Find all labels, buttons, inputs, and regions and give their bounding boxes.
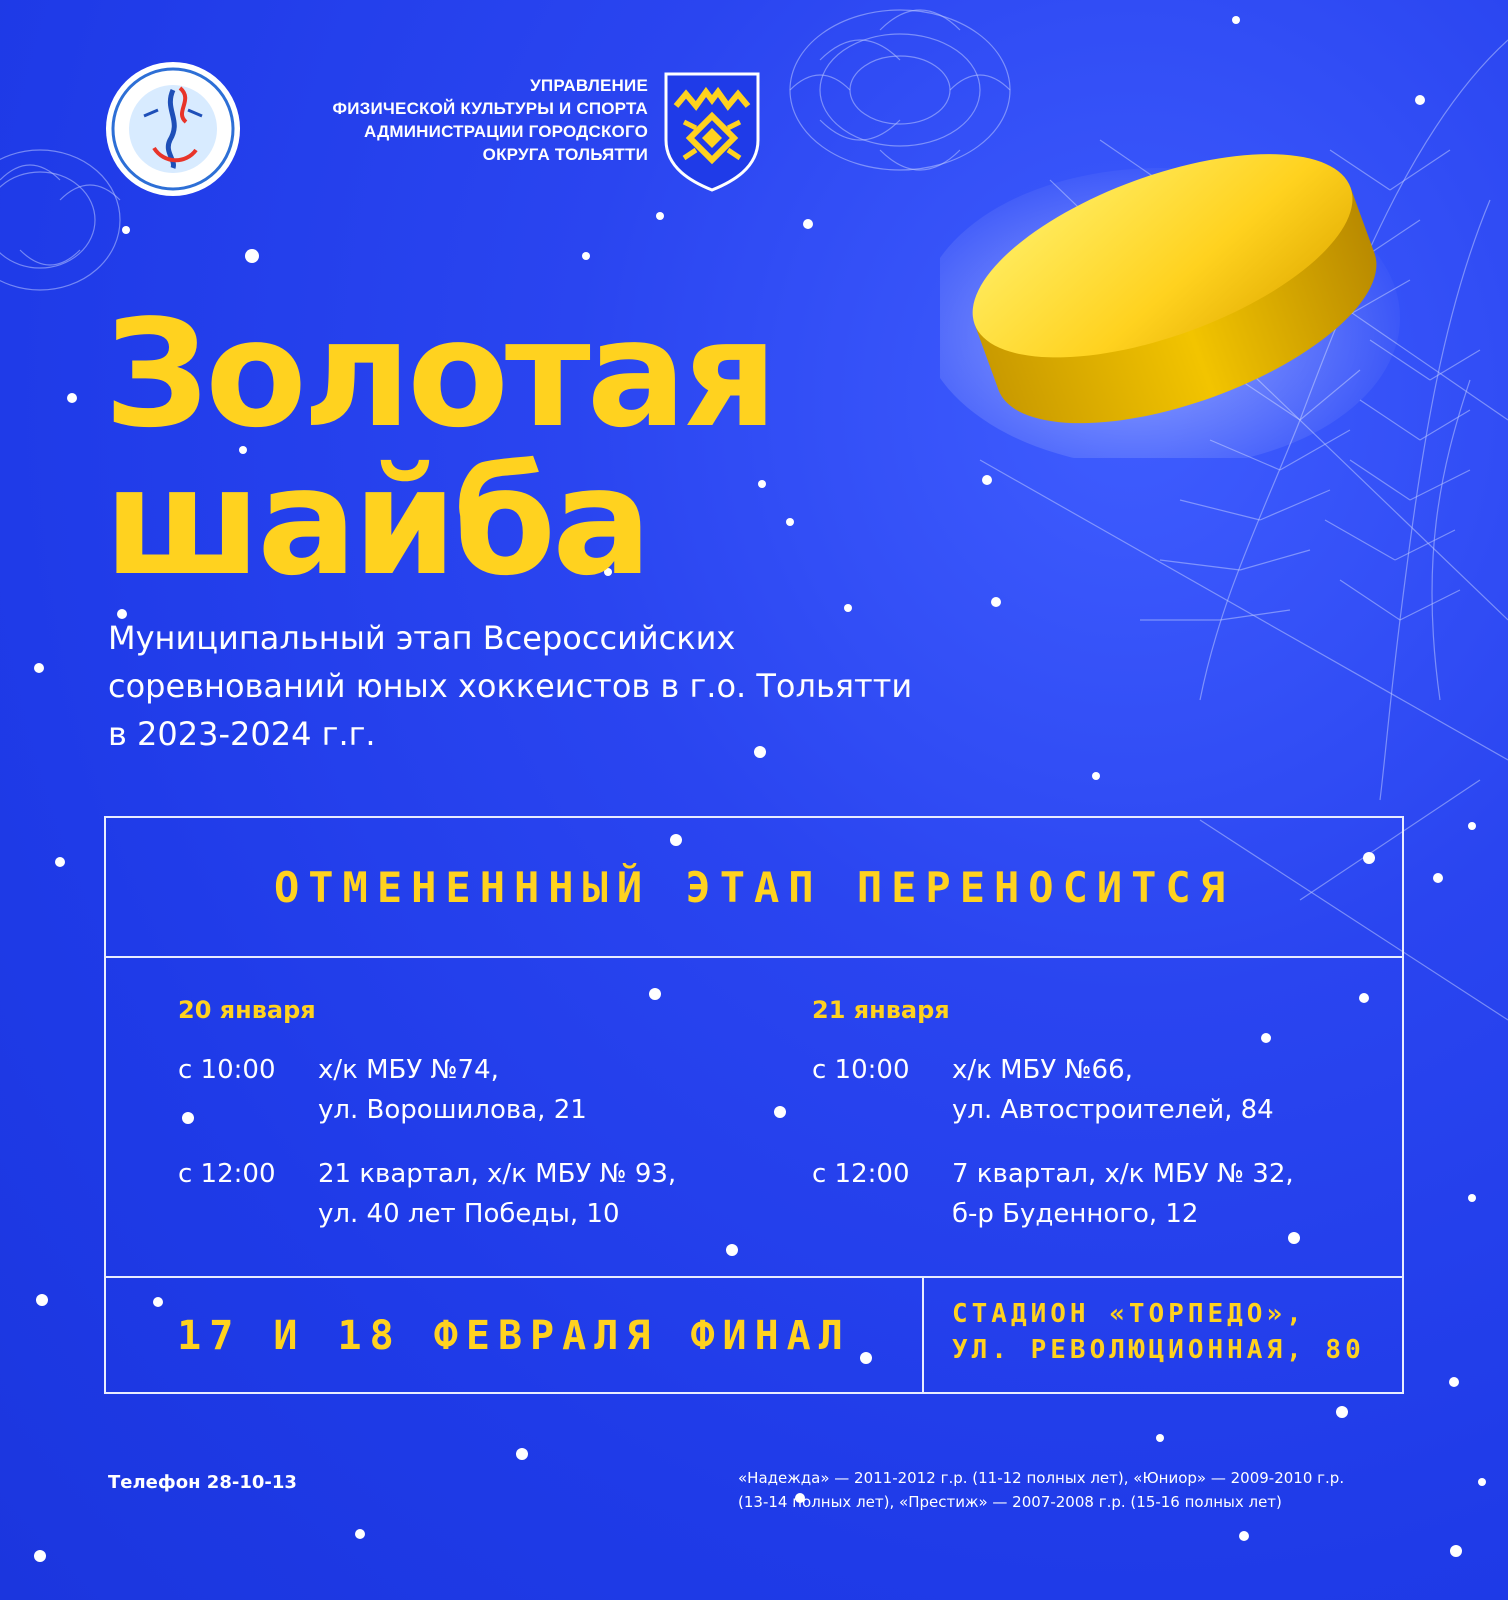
schedule-slot [812,1154,1372,1234]
slot-place [318,1154,676,1234]
place-line: х/к МБУ №66, [952,1055,1133,1085]
title-line: Золотая [104,288,774,460]
place-line: 7 квартал, х/к МБУ № 32, [952,1159,1294,1189]
schedule-slot [812,1050,1372,1130]
day-date: 21 января [812,996,950,1024]
admin-line: АДМИНИСТРАЦИИ ГОРОДСКОГО [363,122,648,141]
final-dates: 17 И 18 ФЕВРАЛЯ ФИНАЛ [177,1313,851,1359]
contact-phone: Телефон 28-10-13 [108,1472,297,1493]
slot-time: с 10:00 [812,1055,910,1085]
subtitle-line: соревнований юных хоккеистов в г.о. Тольятти [108,667,913,705]
slot-place [952,1154,1294,1234]
place-line: х/к МБУ №74, [318,1055,499,1085]
note-line: «Надежда» — 2011-2012 г.р. (11-12 полных лет), «Юниор» — 2009-2010 г.р. [738,1469,1345,1487]
schedule-slot [178,1050,738,1130]
divider [922,1276,924,1394]
place-line: ул. Ворошилова, 21 [318,1095,587,1125]
title-line: шайба [104,436,648,608]
subtitle-line: в 2023-2024 г.г. [108,715,376,753]
day-column [812,996,1372,1258]
city-crest [662,70,762,192]
divider [106,956,1402,958]
schedule-slot [178,1154,738,1234]
admin-line: УПРАВЛЕНИЕ [530,76,648,95]
event-subtitle [108,614,912,758]
place-line: 21 квартал, х/к МБУ № 93, [318,1159,677,1189]
place-line: ул. Автостроителей, 84 [952,1095,1274,1125]
venue-line: УЛ. РЕВОЛЮЦИОННАЯ, 80 [952,1335,1365,1365]
age-groups-note [738,1466,1344,1514]
place-line: ул. 40 лет Победы, 10 [318,1199,620,1229]
venue-line: СТАДИОН «ТОРПЕДО», [952,1299,1306,1329]
note-line: (13-14 полных лет), «Престиж» — 2007-2008 г.р. (15-16 полных лет) [738,1493,1282,1511]
schedule-heading: ОТМЕНЕНННЫЙ ЭТАП ПЕРЕНОСИТСЯ [273,862,1234,912]
event-title [104,288,774,608]
place-line: б-р Буденного, 12 [952,1199,1199,1229]
slot-time: с 12:00 [178,1159,276,1189]
slot-place [952,1050,1274,1130]
subtitle-line: Муниципальный этап Всероссийских [108,619,736,657]
slot-place [318,1050,587,1130]
golden-puck-illustration [940,88,1400,458]
schedule-box [104,816,1404,1394]
sport-center-logo [104,60,242,198]
day-date: 20 января [178,996,316,1024]
slot-time: с 12:00 [812,1159,910,1189]
final-venue [952,1296,1365,1368]
day-column [178,996,738,1258]
admin-line: ФИЗИЧЕСКОЙ КУЛЬТУРЫ И СПОРТА [332,99,648,118]
administration-name [280,74,648,166]
slot-time: с 10:00 [178,1055,276,1085]
admin-line: ОКРУГА ТОЛЬЯТТИ [482,145,648,164]
